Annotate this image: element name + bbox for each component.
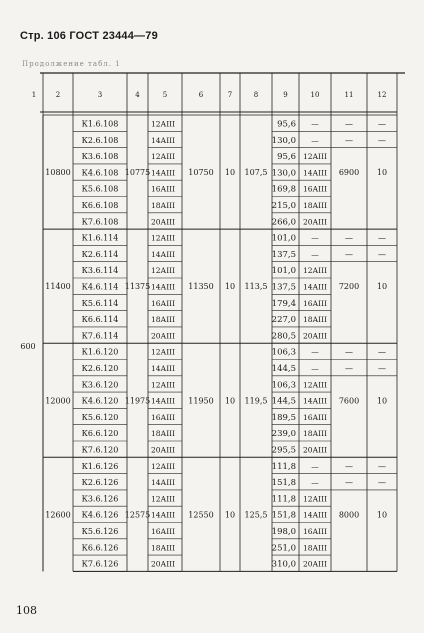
rebar-class: 16АIII	[151, 184, 176, 194]
product-code: К7.6.126	[81, 559, 119, 569]
column-header-7: 7	[227, 91, 233, 99]
rebar-class: 14АIII	[151, 168, 176, 178]
rebar-class: 18АIII	[151, 543, 176, 553]
group-value-11: 7600	[338, 396, 360, 406]
product-code: К4.6.126	[81, 510, 119, 520]
group-length-6: 11350	[188, 282, 214, 292]
group-value-11: 8000	[338, 510, 360, 520]
product-code: К3.6.108	[81, 152, 119, 162]
group-value-8: 113,5	[244, 282, 268, 292]
rebar-class-10: 16АIII	[302, 298, 328, 308]
group-value-7: 10	[224, 510, 236, 520]
rebar-class: 12АIII	[151, 119, 176, 129]
group-length-4: 12575	[124, 510, 151, 520]
product-code: К3.6.120	[81, 380, 119, 390]
rebar-class-10: 12АIII	[302, 380, 328, 390]
rebar-class-10: —	[311, 249, 319, 259]
product-code: К3.6.114	[81, 266, 119, 276]
rebar-class-10: 14АIII	[302, 396, 328, 406]
column-header-2: 2	[55, 91, 61, 99]
rebar-class: 20АIII	[151, 445, 176, 455]
product-code: К7.6.114	[81, 331, 119, 341]
product-code: К2.6.120	[81, 364, 119, 373]
mass-value: 95,6	[277, 152, 296, 163]
column-header-6: 6	[198, 91, 204, 99]
dash-12: —	[378, 249, 386, 259]
mass-value: 101,0	[271, 266, 296, 277]
rebar-class-10: —	[311, 135, 319, 145]
mass-value: 137,5	[271, 249, 296, 260]
group-value-11: 7200	[338, 282, 360, 292]
group-length: 12600	[45, 510, 71, 520]
rebar-class: 12АIII	[151, 380, 176, 390]
group-value-8: 119,5	[244, 396, 268, 406]
mass-value: 310,0	[271, 559, 296, 570]
mass-value: 251,0	[271, 543, 296, 554]
dash-12: —	[378, 461, 386, 471]
group-length-6: 10750	[188, 168, 214, 178]
rebar-class: 12АIII	[151, 494, 176, 504]
dash-11: —	[345, 364, 353, 373]
column-header-1: 1	[31, 91, 37, 99]
mass-value: 130,0	[271, 135, 296, 146]
product-code: К2.6.108	[81, 135, 119, 145]
rebar-class-10: 20АIII	[302, 445, 328, 455]
group-length: 12000	[45, 396, 71, 406]
rebar-class-10: 18АIII	[302, 429, 328, 439]
group-length-6: 12550	[188, 510, 214, 520]
rebar-class-10: 12АIII	[302, 494, 328, 504]
mass-value: 295,5	[271, 445, 296, 456]
group-value-7: 10	[224, 396, 236, 406]
rebar-class: 18АIII	[151, 315, 176, 325]
group-value-12: 10	[376, 510, 388, 520]
product-code: К4.6.114	[81, 282, 119, 292]
product-code: К1.6.114	[81, 233, 119, 243]
mass-value: 106,3	[271, 347, 296, 358]
product-code: К7.6.120	[81, 445, 119, 455]
rebar-class: 14АIII	[151, 510, 176, 520]
dash-12: —	[378, 233, 386, 243]
rebar-class-10: 14АIII	[302, 282, 328, 292]
rebar-class-10: —	[311, 478, 319, 488]
rebar-class: 12АIII	[151, 266, 176, 276]
product-code: К7.6.108	[81, 217, 119, 227]
mass-value: 189,5	[271, 412, 296, 423]
group-value-7: 10	[224, 168, 236, 178]
mass-value: 227,0	[271, 315, 296, 326]
rebar-class-10: 12АIII	[302, 266, 328, 276]
product-code: К5.6.120	[81, 412, 119, 422]
rebar-class: 18АIII	[151, 429, 176, 439]
dash-12: —	[378, 119, 386, 129]
rebar-class: 12АIII	[151, 152, 176, 162]
column-header-3: 3	[97, 91, 103, 99]
column-header-11: 11	[344, 91, 354, 99]
rebar-class: 16АIII	[151, 527, 176, 536]
rebar-class-10: 14АIII	[302, 510, 328, 520]
rebar-class: 14АIII	[151, 396, 176, 406]
mass-value: 280,5	[271, 331, 296, 342]
rebar-class: 14АIII	[151, 249, 176, 259]
dash-11: —	[345, 478, 353, 488]
mass-value: 179,4	[271, 298, 296, 309]
product-code: К1.6.108	[81, 119, 119, 129]
rebar-class-10: 14АIII	[302, 168, 328, 178]
mass-value: 130,0	[271, 168, 296, 179]
rebar-class-10: 20АIII	[302, 331, 328, 341]
mass-value: 239,0	[271, 429, 296, 440]
product-code: К6.6.126	[81, 543, 119, 553]
rebar-class-10: —	[311, 347, 319, 357]
rebar-class: 12АIII	[151, 233, 176, 243]
column-header-10: 10	[310, 91, 320, 99]
mass-value: 215,0	[271, 201, 296, 211]
product-code: К6.6.114	[81, 315, 119, 325]
product-code: К1.6.126	[81, 461, 119, 471]
rebar-class: 20АIII	[151, 217, 176, 227]
group-length-4: 11975	[124, 396, 151, 406]
group-value-8: 125,5	[244, 510, 268, 520]
rebar-class: 16АIII	[151, 298, 176, 308]
column-header-8: 8	[253, 91, 259, 99]
dash-11: —	[345, 233, 353, 243]
group-value-7: 10	[224, 282, 236, 292]
product-code: К5.6.126	[81, 527, 119, 536]
product-code: К5.6.108	[81, 184, 119, 194]
column-header-4: 4	[135, 91, 140, 99]
rebar-class-10: —	[311, 119, 319, 129]
product-code: К6.6.120	[81, 429, 119, 439]
rebar-class: 18АIII	[151, 201, 176, 210]
dash-11: —	[345, 461, 353, 471]
rebar-class-10: 18АIII	[302, 201, 328, 210]
rebar-class-10: 16АIII	[302, 184, 328, 194]
rebar-class-10: 12АIII	[302, 152, 328, 162]
group-length-6: 11950	[188, 396, 214, 406]
group-value-8: 107,5	[244, 168, 268, 178]
left-margin-mark: 600	[20, 342, 36, 351]
product-code: К2.6.126	[81, 478, 119, 488]
column-header-5: 5	[162, 91, 168, 99]
dash-12: —	[378, 347, 386, 357]
column-header-9: 9	[283, 91, 288, 99]
dash-12: —	[378, 364, 386, 373]
column-header-12: 12	[377, 91, 387, 99]
mass-value: 106,3	[271, 380, 296, 391]
product-code: К3.6.126	[81, 494, 119, 504]
rebar-class: 14АIII	[151, 135, 176, 145]
rebar-class-10: 18АIII	[302, 543, 328, 553]
group-length-4: 10775	[124, 168, 151, 178]
rebar-class-10: —	[311, 461, 319, 471]
dash-11: —	[345, 119, 353, 129]
mass-value: 111,8	[271, 494, 296, 505]
product-code: К4.6.108	[81, 168, 119, 178]
product-code: К1.6.120	[81, 347, 119, 357]
mass-value: 95,6	[277, 119, 296, 130]
rebar-class: 12АIII	[151, 461, 176, 471]
mass-value: 151,8	[271, 478, 296, 489]
table-subheader: Продолжение табл. 1	[22, 60, 121, 68]
product-code: К5.6.114	[81, 298, 119, 308]
mass-value: 137,5	[271, 282, 296, 293]
rebar-class: 14АIII	[151, 364, 176, 373]
mass-value: 169,8	[271, 184, 296, 195]
mass-value: 144,5	[271, 364, 296, 374]
rebar-class: 20АIII	[151, 331, 176, 341]
rebar-class: 14АIII	[151, 478, 176, 488]
rebar-class: 16АIII	[151, 412, 176, 422]
dash-12: —	[378, 478, 386, 488]
product-code: К6.6.108	[81, 201, 119, 210]
mass-value: 111,8	[271, 461, 296, 472]
rebar-class-10: 16АIII	[302, 412, 328, 422]
mass-value: 198,0	[271, 527, 296, 537]
dash-12: —	[378, 135, 386, 145]
rebar-class: 14АIII	[151, 282, 176, 292]
page-header: Стр. 106 ГОСТ 23444—79	[20, 30, 158, 42]
rebar-class-10: 18АIII	[302, 315, 328, 325]
dash-11: —	[345, 135, 353, 145]
mass-value: 151,8	[271, 510, 296, 521]
group-length: 10800	[45, 168, 71, 178]
group-value-12: 10	[376, 396, 388, 406]
product-code: К4.6.120	[81, 396, 119, 406]
mass-value: 266,0	[271, 217, 296, 228]
rebar-class: 20АIII	[151, 559, 176, 569]
page-number: 108	[16, 604, 37, 617]
rebar-class-10: 20АIII	[302, 217, 328, 227]
dash-11: —	[345, 249, 353, 259]
group-value-12: 10	[376, 282, 388, 292]
group-value-11: 6900	[338, 168, 360, 178]
mass-value: 101,0	[271, 233, 296, 244]
rebar-class: 12АIII	[151, 347, 176, 357]
group-length: 11400	[45, 282, 71, 292]
rebar-class-10: —	[311, 233, 319, 243]
rebar-class-10: 20АIII	[302, 559, 328, 569]
group-value-12: 10	[376, 168, 388, 178]
rebar-class-10: —	[311, 364, 319, 373]
mass-value: 144,5	[271, 396, 296, 407]
dash-11: —	[345, 347, 353, 357]
product-code: К2.6.114	[81, 249, 119, 259]
group-length-4: 11375	[124, 282, 151, 292]
rebar-class-10: 16АIII	[302, 527, 328, 536]
